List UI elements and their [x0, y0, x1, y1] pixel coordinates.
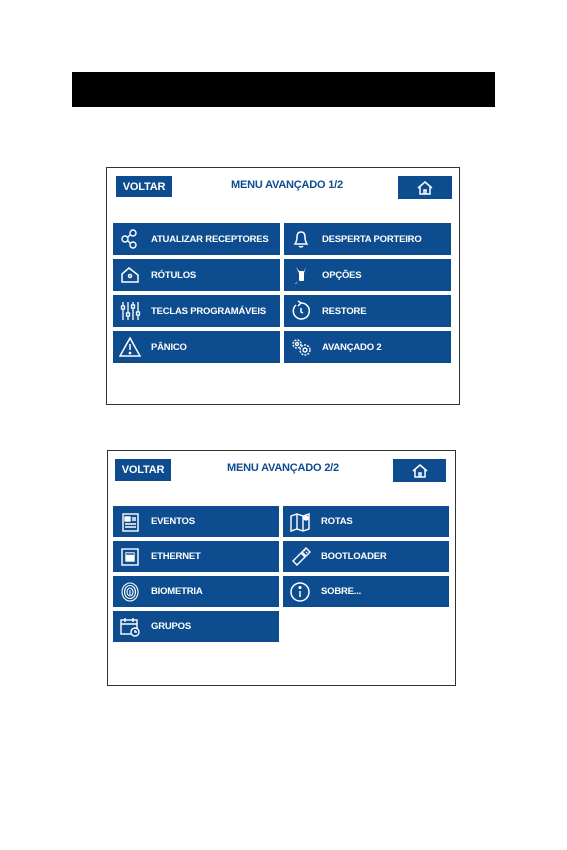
button-label: DESPERTA PORTEIRO — [322, 233, 422, 245]
share-nodes-icon — [119, 228, 141, 250]
sobre-button[interactable] — [283, 576, 449, 607]
back-button[interactable]: VOLTAR — [115, 459, 171, 481]
button-label: AVANÇADO 2 — [322, 341, 382, 353]
rotulos-button[interactable] — [113, 259, 280, 291]
home-icon — [411, 463, 429, 479]
map-icon — [289, 511, 311, 533]
button-label: EVENTOS — [151, 516, 195, 527]
header-black-bar — [72, 72, 495, 107]
calendar-clock-icon — [119, 616, 141, 638]
opcoes-button[interactable] — [284, 259, 451, 291]
sliders-icon — [119, 300, 141, 322]
menu-panel-1 — [106, 167, 460, 405]
home-button[interactable] — [398, 176, 452, 199]
button-label: TECLAS PROGRAMÁVEIS — [151, 305, 266, 317]
info-icon — [289, 581, 311, 603]
restore-icon — [290, 300, 312, 322]
panico-button[interactable] — [113, 331, 280, 363]
back-button[interactable]: VOLTAR — [116, 176, 172, 197]
ethernet-port-icon — [119, 546, 141, 568]
biometria-button[interactable] — [113, 576, 279, 607]
gears-icon — [290, 336, 312, 358]
button-label: RESTORE — [322, 305, 367, 317]
menu-panel-2 — [107, 450, 456, 686]
button-label: BOOTLOADER — [321, 551, 387, 562]
button-label: ROTAS — [321, 516, 353, 527]
button-label: BIOMETRIA — [151, 586, 203, 597]
home-button[interactable] — [393, 459, 446, 482]
button-label: RÓTULOS — [151, 269, 197, 281]
multitool-icon — [290, 264, 312, 286]
fingerprint-icon — [119, 581, 141, 603]
button-label: ETHERNET — [151, 551, 201, 562]
bootloader-button[interactable] — [283, 541, 449, 572]
button-label: SOBRE... — [321, 586, 362, 597]
tag-icon — [119, 264, 141, 286]
ethernet-button[interactable] — [113, 541, 279, 572]
home-icon — [416, 180, 434, 196]
eventos-button[interactable] — [113, 506, 279, 537]
grupos-button[interactable] — [113, 611, 279, 642]
bell-icon — [290, 228, 312, 250]
teclas-programaveis-button[interactable] — [113, 295, 280, 327]
restore-button[interactable] — [284, 295, 451, 327]
button-label: PÂNICO — [151, 341, 187, 353]
newspaper-icon — [119, 511, 141, 533]
atualizar-receptores-button[interactable] — [113, 223, 280, 255]
page-title: MENU AVANÇADO 1/2 — [231, 179, 343, 191]
avancado-2-button[interactable] — [284, 331, 451, 363]
button-label: GRUPOS — [151, 621, 191, 632]
page-title: MENU AVANÇADO 2/2 — [227, 462, 339, 474]
usb-icon — [289, 546, 311, 568]
warning-icon — [119, 336, 141, 358]
button-label: ATUALIZAR RECEPTORES — [151, 233, 269, 245]
button-label: OPÇÕES — [322, 269, 362, 281]
rotas-button[interactable] — [283, 506, 449, 537]
desperta-porteiro-button[interactable] — [284, 223, 451, 255]
